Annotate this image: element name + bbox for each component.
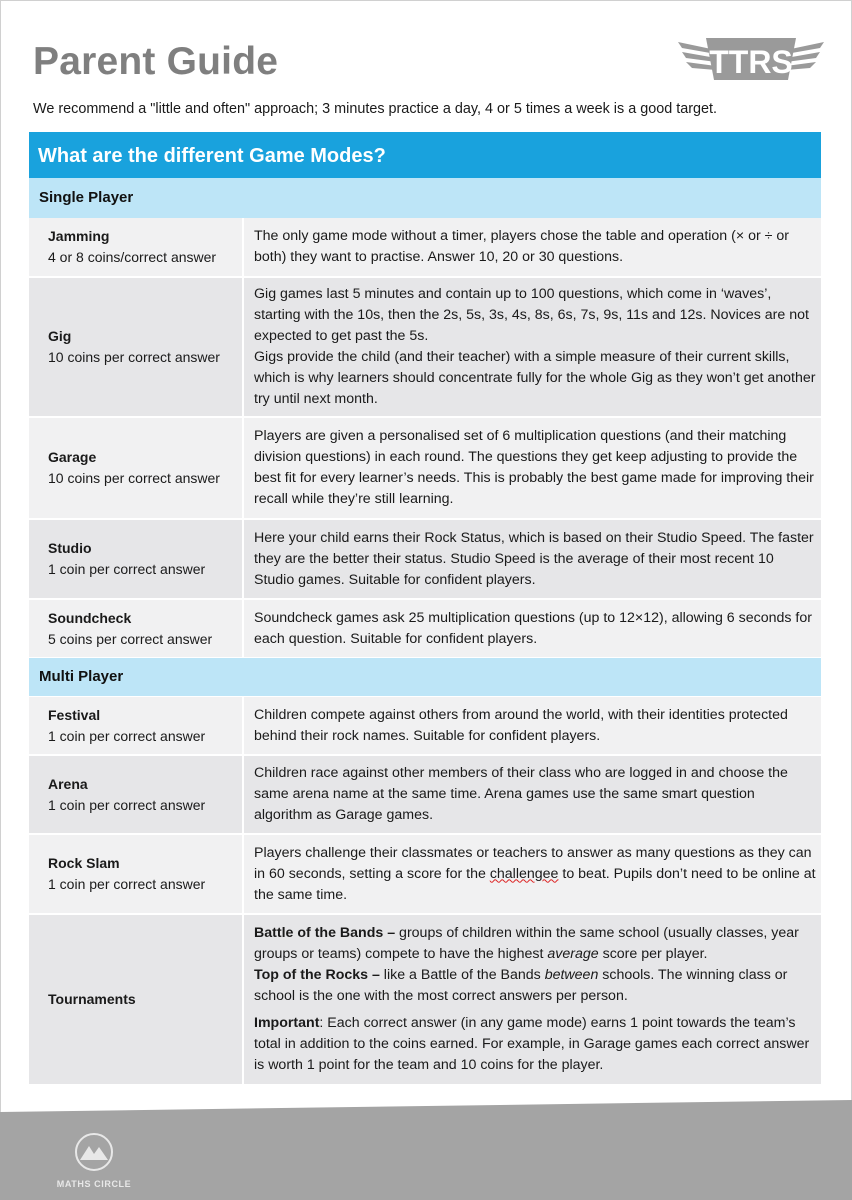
footer-brand: MATHS CIRCLE xyxy=(56,1179,132,1189)
mode-description xyxy=(244,835,821,913)
mode-name-arena: Arena xyxy=(48,775,88,792)
important-note xyxy=(254,1013,817,1076)
table-row xyxy=(29,218,821,276)
mode-name-tournaments: Tournaments xyxy=(48,991,136,1007)
mode-cell xyxy=(29,418,242,518)
mode-coins: 10 coins per correct answer xyxy=(48,349,220,365)
table-row xyxy=(29,600,821,657)
description-text: Gig games last 5 minutes and contain up to 100 questions, which come in ‘waves’, starting with the 10s, then the 2s, 5s, 3s, 4s, 8s, 6s, 7s, 9s, 11s and 12s. Novices are not expected to get past the 5s. xyxy=(254,286,809,344)
bold-term: Important xyxy=(254,1015,320,1031)
spelling-flag: challengee xyxy=(489,865,559,882)
mountain-icon xyxy=(74,1132,114,1172)
description-text: Soundcheck games ask 25 multiplication questions (up to 12×12), allowing 6 seconds for each question. Suitable for confident players. xyxy=(254,609,812,647)
italic-term: between xyxy=(544,967,599,983)
mode-description xyxy=(244,418,821,518)
ttrs-logo xyxy=(676,28,826,90)
description-text: The only game mode without a timer, players chose the table and operation (× or ÷ or both) they want to practise. Answer 10, 20 or 30 questions. xyxy=(254,228,789,265)
page-title: Parent Guide xyxy=(33,40,279,83)
top-of-the-rocks xyxy=(254,965,817,1007)
mode-cell xyxy=(29,600,242,657)
table-row xyxy=(29,835,821,913)
italic-term: average xyxy=(547,946,599,962)
table-row xyxy=(29,278,821,416)
mode-coins: 4 or 8 coins/correct answer xyxy=(48,249,217,265)
table-row xyxy=(29,418,821,518)
mode-name-festival: Festival xyxy=(48,706,101,723)
mode-description xyxy=(244,697,821,754)
mode-name-soundcheck: Soundcheck xyxy=(48,609,132,626)
mode-description xyxy=(244,278,821,416)
bold-term: Top of the Rocks – xyxy=(254,967,380,983)
mode-description xyxy=(244,600,821,657)
mode-description xyxy=(244,915,821,1084)
intro-text: We recommend a "little and often" approach; 3 minutes practice a day, 4 or 5 times a week is a good target. xyxy=(33,101,718,117)
mode-coins: 10 coins per correct answer xyxy=(48,470,220,486)
table-row xyxy=(29,520,821,598)
section-single-player: Single Player xyxy=(29,178,821,218)
table-row xyxy=(29,915,821,1084)
description-text: Here your child earns their Rock Status, which is based on their Studio Speed. The faster they are the better their status. Studio Speed is the average of their most recent 10 Studio games. Suitable for confident players. xyxy=(254,529,814,588)
description-text: Players are given a personalised set of 6 multiplication questions (and their matching division questions) in each round. The questions they get keep adjusting to provide the best fit for every learner’s needs. This is probably the best game made for improving their recall while they’re still learning. xyxy=(254,428,814,507)
mode-name-gig: Gig xyxy=(48,328,72,344)
description-part: groups of children within the same school (usually classes, year groups or teams) compete to have the highest xyxy=(254,925,799,962)
mode-cell xyxy=(29,835,242,913)
mode-name-studio: Studio xyxy=(48,540,92,556)
table-row xyxy=(29,756,821,833)
description-text: Children compete against others from around the world, with their identities protected behind their rock names. Suitable for confident players. xyxy=(254,706,788,744)
mode-cell xyxy=(29,756,242,833)
mode-name-garage: Garage xyxy=(48,449,97,465)
description-part: to beat. Pupils don’t need to be online at the same time. xyxy=(254,865,816,903)
description-part: schools. The winning class or school is the one with the most correct answers per person. xyxy=(254,967,788,1004)
description-part: : Each correct answer (in any game mode) earns 1 point towards the team’s total in addition to the coins earned. For example, in Garage games each correct answer is worth 1 point for the team and 10 coins for the player. xyxy=(254,1015,810,1073)
description-part: like a Battle of the Bands xyxy=(379,967,545,983)
mode-description xyxy=(244,756,821,833)
mode-cell xyxy=(29,915,242,1084)
mode-name-jamming: Jamming xyxy=(48,228,110,244)
mode-coins: 1 coin per correct answer xyxy=(48,561,206,577)
mode-coins: 1 coin per correct answer xyxy=(48,727,206,744)
bold-term: Battle of the Bands – xyxy=(254,925,396,941)
mode-coins: 1 coin per correct answer xyxy=(48,796,206,813)
description-part: score per player. xyxy=(598,946,708,962)
battle-of-the-bands xyxy=(254,923,817,965)
description-text: Gigs provide the child (and their teacher) with a simple measure of their current skills, which is why learners should concentrate fully for the whole Gig as they won’t get another try until next month. xyxy=(254,349,816,407)
section-multi-player: Multi Player xyxy=(29,658,821,696)
logo-text: TTRS xyxy=(709,44,793,80)
description-text: Children race against other members of their class who are logged in and choose the same arena name at the same time. Arena games use the same smart question algorithm as Garage games. xyxy=(254,765,788,823)
mode-coins: 1 coin per correct answer xyxy=(48,876,206,892)
description-part: Players challenge their classmates or teachers to answer as many questions as they can in 60 seconds, setting a score for the xyxy=(254,844,812,882)
mode-cell xyxy=(29,520,242,598)
mode-coins: 5 coins per correct answer xyxy=(48,630,213,647)
mode-cell xyxy=(29,697,242,754)
table-title: What are the different Game Modes? xyxy=(29,132,821,178)
mode-description xyxy=(244,218,821,276)
description-text xyxy=(254,843,817,906)
mode-cell xyxy=(29,218,242,276)
table-row xyxy=(29,697,821,754)
mode-cell xyxy=(29,278,242,416)
maths-circle-logo xyxy=(54,1132,134,1189)
mode-description xyxy=(244,520,821,598)
mode-name-rock-slam: Rock Slam xyxy=(48,855,120,871)
